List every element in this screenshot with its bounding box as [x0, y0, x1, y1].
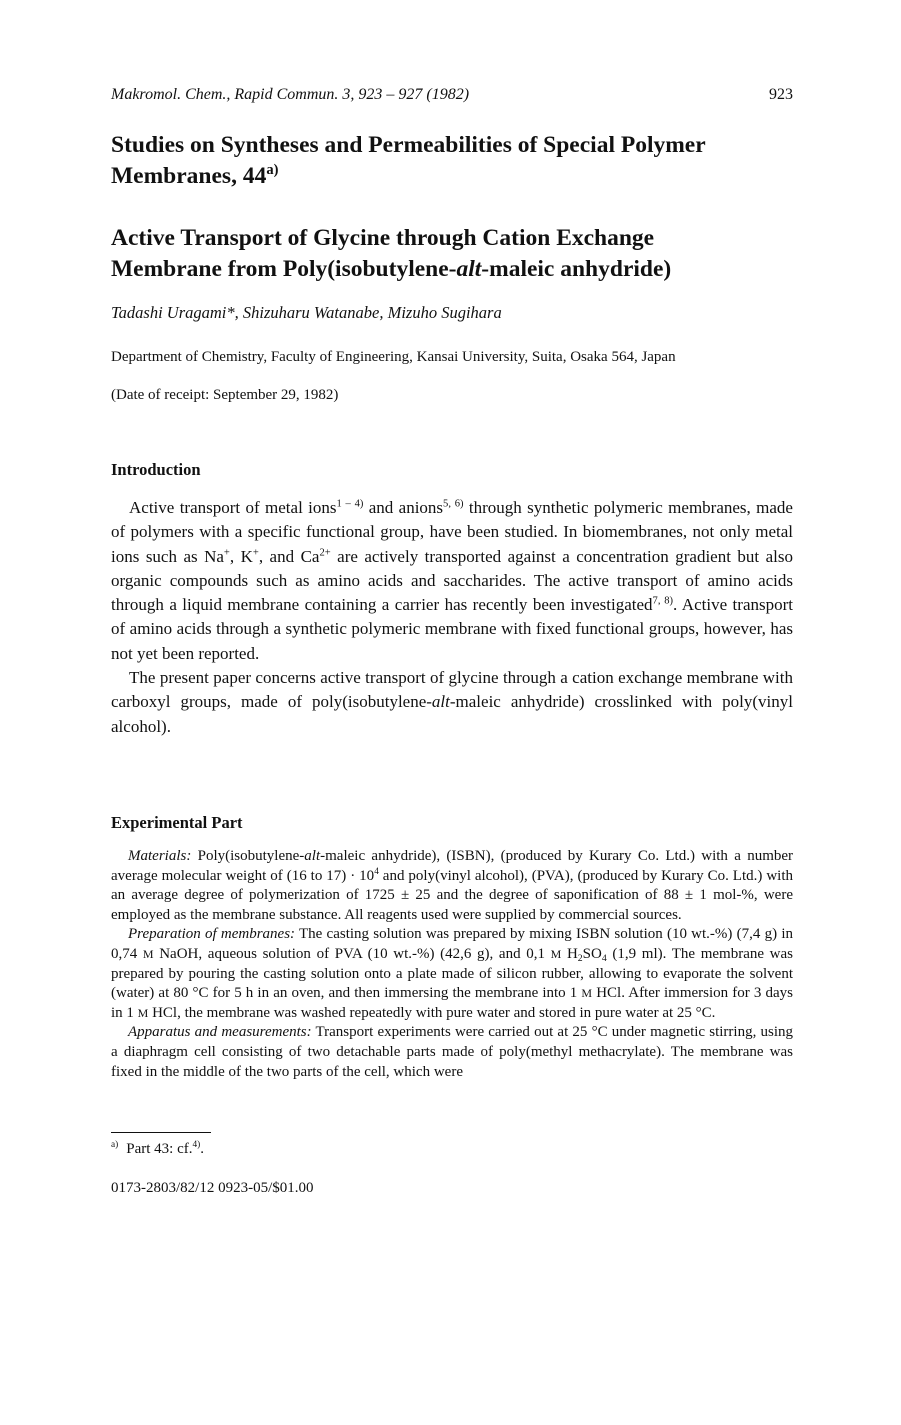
italic-run: alt	[431, 692, 450, 712]
materials-paragraph	[111, 847, 793, 925]
article-code: 0173-2803/82/12 0923-05/$01.00	[111, 1180, 314, 1197]
charge-superscript: 2+	[319, 547, 331, 559]
subscript: 4	[601, 952, 607, 964]
reference-superscript: 5, 6)	[443, 498, 464, 510]
text-run: and poly(vinyl alcohol), (PVA), (produced by Kurary Co. Ltd.) with an average degree of polymerization of 1725 ± 25 and the degree of saponification of 88 ± 1 mol-%, were employed as the membrane substance. All reagents used were supplied by commercial sources.	[111, 867, 793, 923]
series-title	[111, 130, 793, 192]
paragraph-lead: Materials:	[128, 847, 192, 864]
reference-superscript: 7, 8)	[652, 595, 674, 607]
text-run: . Active transport of amino acids through a synthetic polymeric membrane with fixed functional groups, however, has not yet been reported.	[111, 595, 793, 663]
affiliation: Department of Chemistry, Faculty of Engineering, Kansai University, Suita, Osaka 564, Japan	[111, 349, 676, 365]
charge-superscript: +	[223, 547, 230, 559]
subscript: 2	[577, 952, 583, 964]
text-run: The present paper concerns active transport of glycine through a cation exchange membrane with carboxyl groups, made of poly(isobutylene-	[111, 668, 793, 712]
article-title-italic: alt	[456, 256, 482, 282]
text-run: (1,9 ml). The membrane was prepared by pouring the casting solution onto a plate made of silicon rubber, allowing to evaporate the solvent (water) at 80 °C for 5 h in an oven, and then immersing the membrane into 1	[111, 945, 793, 1002]
text-run: , K	[229, 546, 253, 566]
author-list: Tadashi Uragami*, Shizuharu Watanabe, Mizuho Sugihara	[111, 303, 502, 322]
molar-unit: M	[581, 986, 593, 1001]
text-run: SO	[582, 945, 602, 962]
series-title-line2: Membranes, 44	[111, 163, 267, 189]
article-title-line2a: Membrane from Poly(isobutylene-	[111, 256, 457, 282]
text-run: HCl. After immersion for 3 days in 1	[111, 985, 793, 1021]
text-run: Active transport of metal ions	[129, 498, 337, 517]
text-run: Transport experiments were carried out at 25 °C under magnetic stirring, using a diaphragm cell consisting of two detachable parts made of poly(methyl methacrylate). The membrane was fixed in the middle of the two parts of the cell, which were	[111, 1024, 793, 1080]
italic-run: alt	[304, 847, 321, 864]
text-run: through synthetic polymeric membranes, made of polymers with a specific functional group, have been studied. In biomembranes, not only metal ions such as Na	[111, 498, 793, 566]
section-heading-experimental: Experimental Part	[111, 812, 243, 832]
text-run: NaOH, aqueous solution of PVA (10 wt.-%) (42,6 g), and 0,1	[153, 945, 551, 962]
article-page	[111, 82, 793, 1197]
preparation-paragraph	[111, 925, 793, 1023]
charge-superscript: +	[252, 547, 259, 559]
reference-superscript: 1 – 4)	[336, 498, 364, 510]
text-run: -maleic anhydride) crosslinked with poly(vinyl alcohol).	[111, 692, 793, 736]
running-header	[111, 82, 793, 108]
article-title-line1: Active Transport of Glycine through Cation Exchange	[111, 225, 655, 251]
page-number: 923	[769, 86, 793, 103]
paragraph-lead: Apparatus and measurements:	[128, 1024, 312, 1041]
footnote-mark: a)	[111, 1140, 119, 1151]
series-title-line1: Studies on Syntheses and Permeabilities of Special Polymer	[111, 132, 706, 158]
text-run: , and Ca	[258, 546, 320, 566]
apparatus-paragraph	[111, 1023, 793, 1082]
journal-citation: Makromol. Chem., Rapid Commun. 3, 923 – 927 (1982)	[111, 86, 470, 103]
molar-unit: M	[142, 946, 154, 961]
text-run: are actively transported against a concentration gradient but also organic compounds such as amino acids and saccharides. The active transport of amino acids through a liquid membrane containing a carrier has recently been investigated	[111, 546, 794, 615]
paragraph-lead: Preparation of membranes:	[128, 926, 296, 943]
footnote-divider	[111, 1132, 211, 1133]
text-run: and anions	[363, 498, 444, 517]
date-of-receipt: (Date of receipt: September 29, 1982)	[111, 387, 339, 403]
footnote-end: .	[200, 1141, 204, 1158]
reference-superscript: 4)	[192, 1140, 201, 1151]
intro-paragraph-1	[111, 496, 793, 666]
section-heading-introduction: Introduction	[111, 460, 201, 479]
text-run: H	[561, 945, 578, 962]
footnote	[111, 1141, 793, 1158]
footnote-text: Part 43: cf.	[126, 1141, 193, 1158]
text-run: The casting solution was prepared by mixing ISBN solution (10 wt.-%) (7,4 g) in 0,74	[111, 926, 794, 962]
text-run: Poly(isobutylene-	[191, 847, 305, 864]
exponent-superscript: 4	[374, 866, 379, 877]
text-run: -maleic anhydride), (ISBN), (produced by Kurary Co. Ltd.) with a number average molecular weight of (16 to 17) · 10	[111, 847, 794, 884]
text-run: HCl, the membrane was washed repeatedly with pure water and stored in pure water at 25 °C.	[148, 1004, 716, 1021]
molar-unit: M	[550, 946, 562, 961]
article-title-line2b: -maleic anhydride)	[481, 256, 672, 282]
intro-paragraph-2	[111, 666, 793, 739]
series-footnote-mark: a)	[266, 161, 279, 178]
molar-unit: M	[137, 1005, 149, 1020]
article-title	[111, 223, 793, 285]
